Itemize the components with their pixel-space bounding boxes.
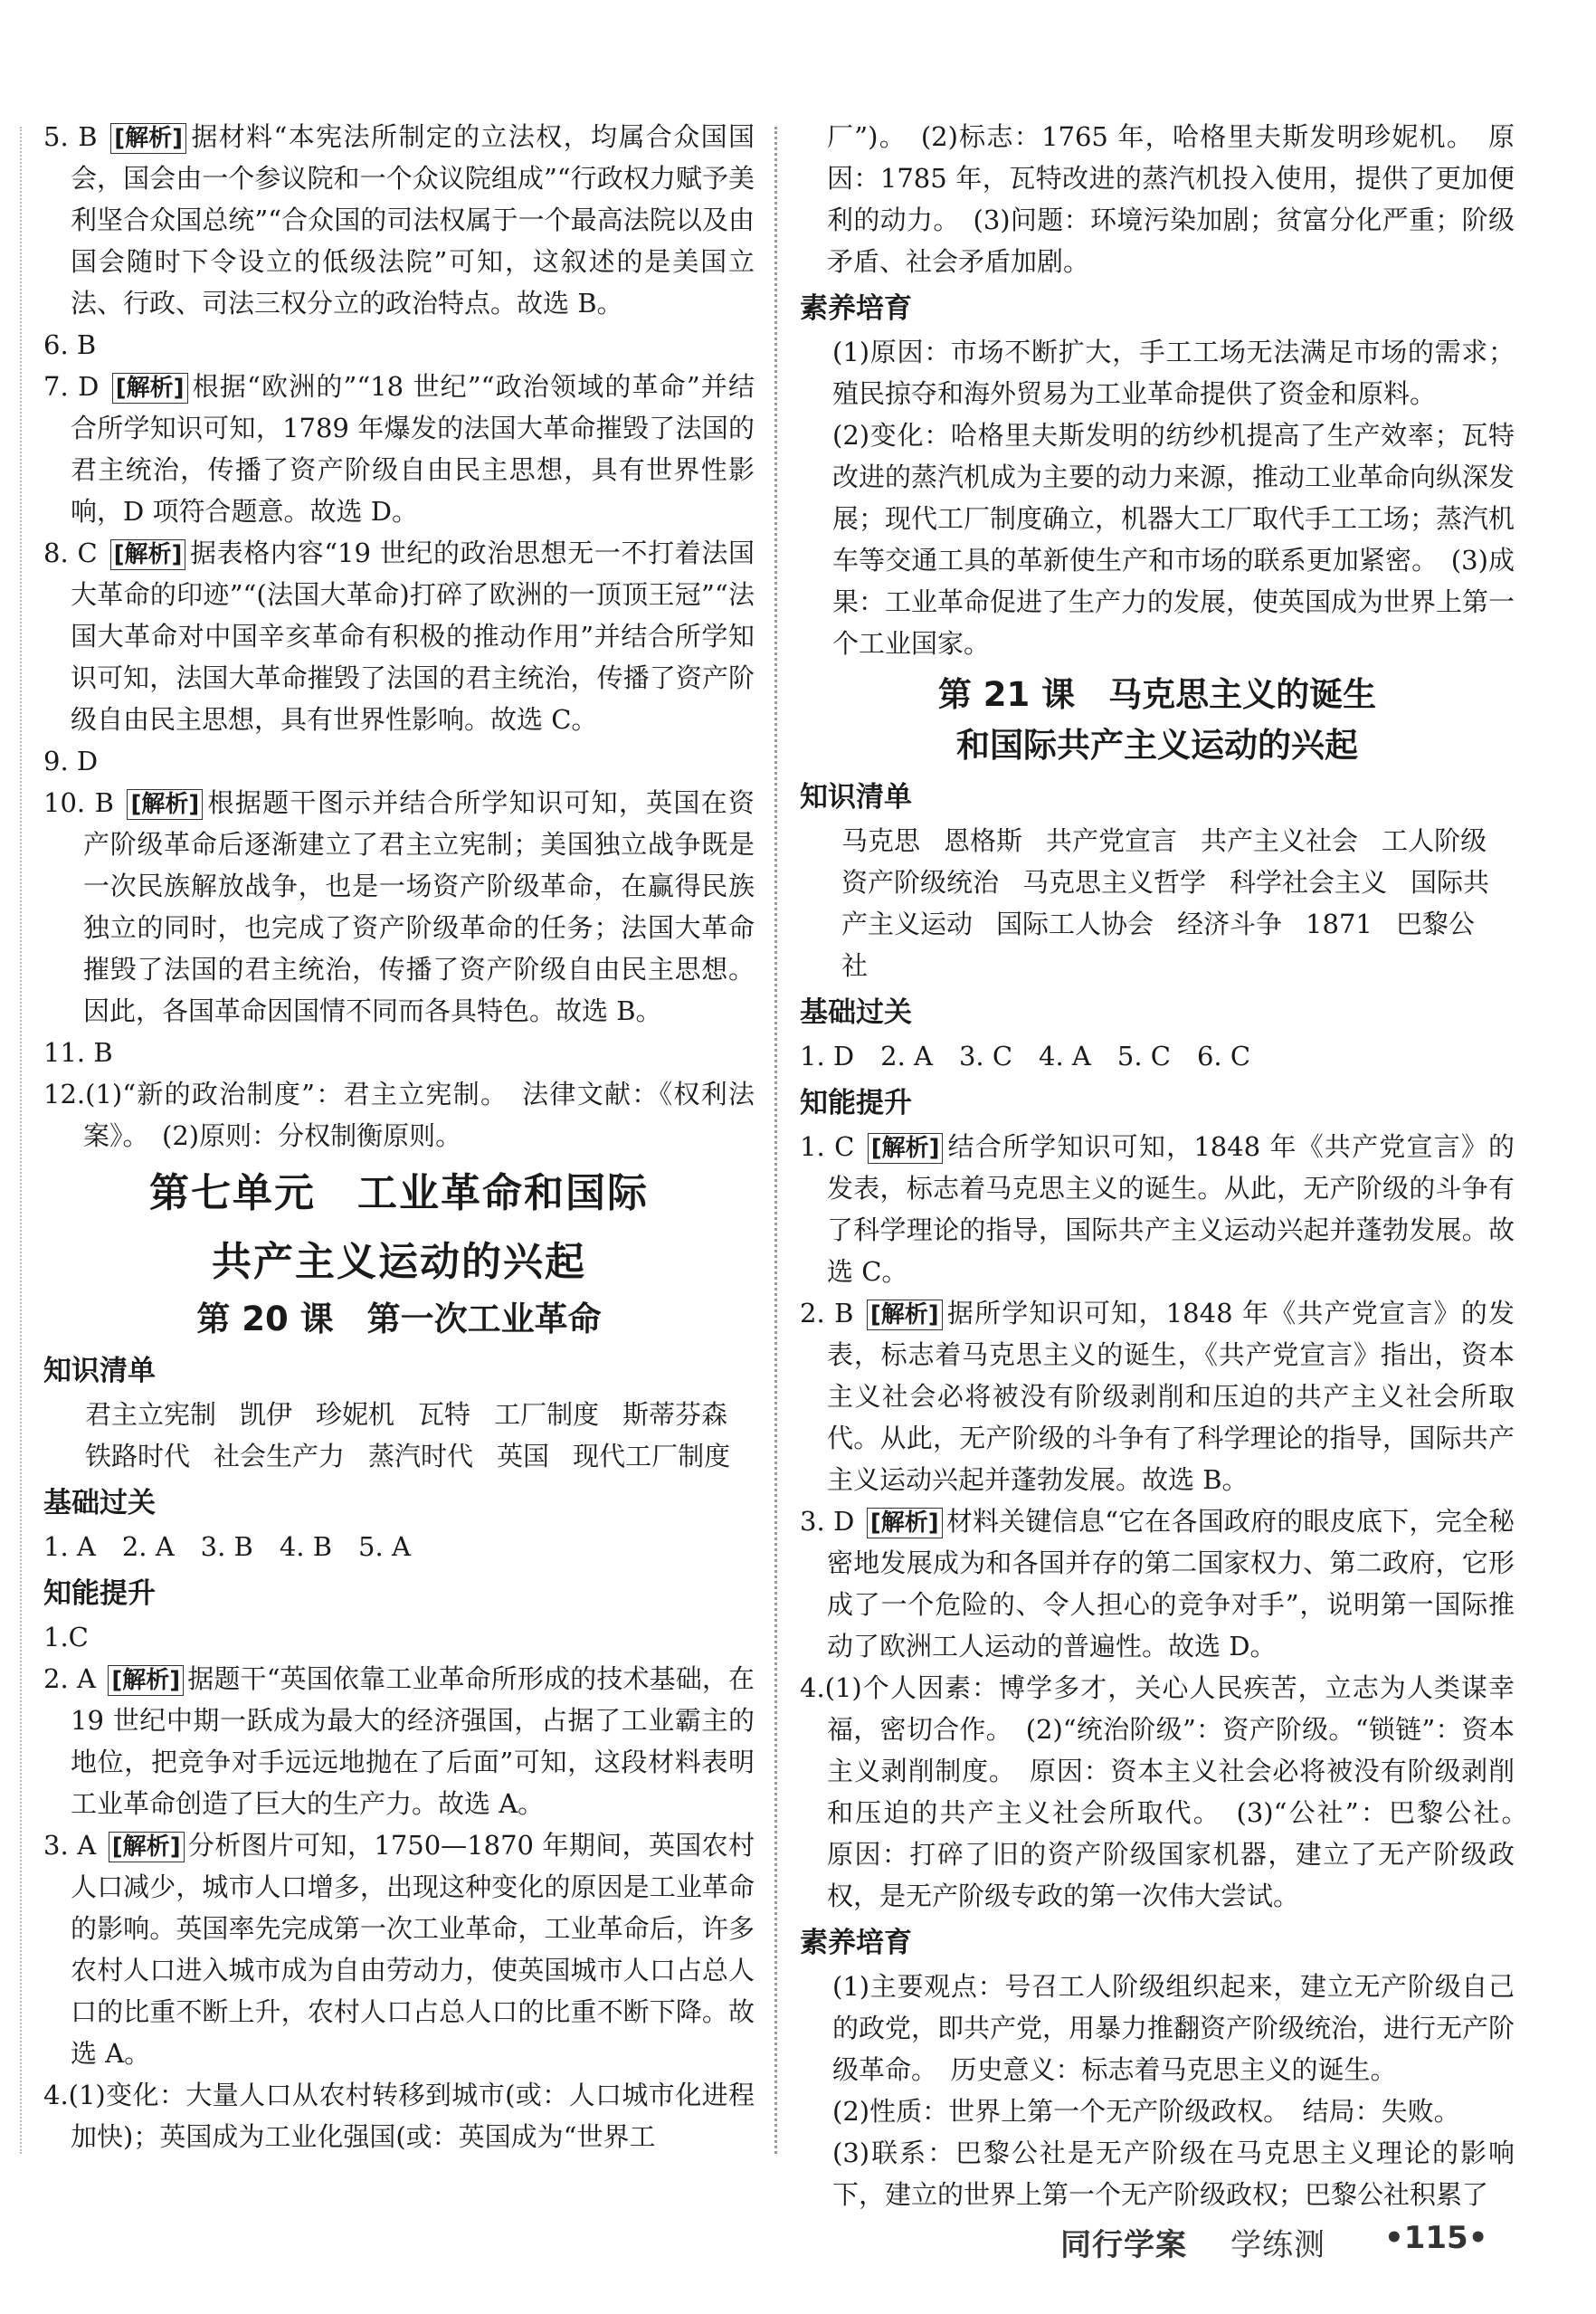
keyword: 国际工人协会 xyxy=(996,909,1154,939)
l21-literacy-3: (3)联系：巴黎公社是无产阶级在马克思主义理论的影响下，建立的世界上第一个无产阶级政权；巴黎公社积累了 xyxy=(832,2138,1515,2210)
analysis-tag: [解析] xyxy=(108,1665,184,1696)
l20-ability-3: 3. A [解析] 分析图片可知，1750—1870 年期间，英国农村人口减少，城市人口增多，出现这种变化的原因是工业革命的影响。英国率先完成第一次工业革命，工业革命后，许多农村人口进入城市成为自由劳动力，使英国城市人口占总人口的比重不断上升，农村人口占总人口的比重不断下降。故选 A。 xyxy=(43,1830,755,2069)
lesson-20-keywords xyxy=(43,1394,755,1477)
keyword: 社会生产力 xyxy=(214,1441,346,1471)
left-margin-rule xyxy=(20,127,22,2154)
keyword: 1871 xyxy=(1306,909,1373,939)
keyword: 国际共产主义运动 xyxy=(841,867,1490,939)
keyword: 恩格斯 xyxy=(944,825,1023,856)
keyword: 铁路时代 xyxy=(85,1441,191,1471)
lesson-21-basic-answers: 1. D 2. A 3. C 4. A 5. C 6. C xyxy=(800,1041,1251,1071)
analysis-tag: [解析] xyxy=(127,789,203,820)
continuation-text: 厂”)。 (2)标志：1765 年，哈格里夫斯发明珍妮机。 原因：1785 年，瓦特改进的蒸汽机投入使用，提供了更加便利的动力。 (3)问题：环境污染加剧；贫富分化严重；阶级矛盾、社会矛盾加剧。 xyxy=(827,121,1515,277)
keyword: 资产阶级统治 xyxy=(841,867,1000,898)
section-basic: 基础过关 xyxy=(800,996,912,1029)
section-literacy: 素养培育 xyxy=(800,292,912,325)
keyword: 马克思主义哲学 xyxy=(1022,867,1207,898)
page-number: •115• xyxy=(1384,2220,1488,2256)
analysis-tag: [解析] xyxy=(109,1832,185,1862)
analysis-tag: [解析] xyxy=(867,1300,943,1330)
analysis-tag: [解析] xyxy=(868,1133,944,1164)
keyword: 巴黎公社 xyxy=(841,909,1475,981)
keyword: 科学社会主义 xyxy=(1230,867,1388,898)
keyword: 瓦特 xyxy=(418,1399,471,1430)
lesson-20-title: 第 20 课 第一次工业革命 xyxy=(196,1300,602,1338)
keyword: 工厂制度 xyxy=(494,1399,600,1430)
keyword: 共产党宣言 xyxy=(1046,825,1178,856)
answer-7: 7. D [解析] 根据“欧洲的”“18 世纪”“政治领域的革命”并结合所学知识可知，1789 年爆发的法国大革命摧毁了法国的君主统治，传播了资产阶级自由民主思想，具有世界性影响，D 项符合题意。故选 D。 xyxy=(43,371,755,527)
unit-title-line-1: 第七单元 工业革命和国际 xyxy=(149,1170,649,1216)
brand-subtitle: 学练测 xyxy=(1230,2227,1325,2263)
section-ability: 知能提升 xyxy=(43,1577,156,1610)
l21-ability-3: 3. D [解析] 材料关键信息“它在各国政府的眼皮底下，完全秘密地发展成为和各国并存的第二国家权力、第二政府，它形成了一个危险的、令人担心的竞争对手”，说明第一国际推动了欧洲工人运动的普遍性。故选 D。 xyxy=(800,1506,1515,1662)
section-ability: 知能提升 xyxy=(800,1087,912,1119)
keyword: 经济斗争 xyxy=(1177,909,1283,939)
unit-title-line-2: 共产主义运动的兴起 xyxy=(212,1239,586,1285)
l21-ability-4: 4.(1)个人因素：博学多才，关心人民疾苦，立志为人类谋幸福，密切合作。 (2)“统治阶级”：资产阶级。“锁链”：资本主义剥削制度。 原因：资本主义社会必将被没有阶级剥削和压迫的共产主义社会所取代。 (3)“公社”：巴黎公社。 原因：打碎了旧的资产阶级国家机器，建立了无产阶级政权，是无产阶级专政的第一次伟大尝试。 xyxy=(800,1672,1542,1911)
keyword: 蒸汽时代 xyxy=(368,1441,474,1471)
answer-9: 9. D xyxy=(43,746,99,776)
answer-6: 6. B xyxy=(43,329,97,360)
right-column xyxy=(800,116,1542,2215)
l21-ability-1: 1. C [解析] 结合所学知识可知，1848 年《共产党宣言》的发表，标志着马克思主义的诞生。从此，无产阶级的斗争有了科学理论的指导，国际共产主义运动兴起并蓬勃发展。故选 C。 xyxy=(800,1131,1515,1287)
lesson-21-keywords xyxy=(800,820,1515,986)
answer-10: 10. B [解析] 根据题干图示并结合所学知识可知，英国在资产阶级革命后逐渐建立了君主立宪制；美国独立战争既是一次民族解放战争，也是一场资产阶级革命，在赢得民族独立的同时，也完成了资产阶级革命的任务；法国大革命摧毁了法国的君主统治，传播了资产阶级自由民主思想。因此，各国革命因国情不同而各具特色。故选 B。 xyxy=(43,787,755,1026)
lesson-20-basic-answers: 1. A 2. A 3. B 4. B 5. A xyxy=(43,1531,411,1562)
lesson-21-title-line-1: 第 21 课 马克思主义的诞生 xyxy=(937,675,1377,714)
keyword: 英国 xyxy=(497,1441,550,1471)
section-knowledge-list: 知识清单 xyxy=(800,781,912,814)
answer-11: 11. B xyxy=(43,1037,113,1068)
answer-5: 5. B [解析] 据材料“本宪法所制定的立法权，均属合众国国会，国会由一个参议院和一个众议院组成”“行政权力赋予美利坚合众国总统”“合众国的司法权属于一个最高法院以及由国会随时下令设立的低级法院”可知，这叙述的是美国立法、行政、司法三权分立的政治特点。故选 B。 xyxy=(43,121,755,319)
l20-ability-1: 1.C xyxy=(43,1622,89,1652)
l20-literacy-1: (1)原因：市场不断扩大，手工工场无法满足市场的需求；殖民掠夺和海外贸易为工业革命提供了资金和原料。 xyxy=(832,337,1515,409)
analysis-tag: [解析] xyxy=(112,373,188,404)
l20-literacy-2: (2)变化：哈格里夫斯发明的纺纱机提高了生产效率；瓦特改进的蒸汽机成为主要的动力来源，推动工业革命向纵深发展；现代工厂制度确立，机器大工厂取代手工工场；蒸汽机车等交通工具的革新使生产和市场的联系更加紧密。 (3)成果：工业革命促进了生产力的发展，使英国成为世界上第一个工业国家。 xyxy=(832,420,1515,659)
brand-name: 同行学案 xyxy=(1060,2227,1187,2263)
keyword: 马克思 xyxy=(841,825,921,856)
l21-literacy-1: (1)主要观点：号召工人阶级组织起来，建立无产阶级自己的政党，即共产党，用暴力推翻资产阶级统治，进行无产阶级革命。 历史意义：标志着马克思主义的诞生。 xyxy=(832,1971,1515,2085)
left-column xyxy=(43,116,755,2157)
analysis-tag: [解析] xyxy=(110,123,186,154)
section-basic: 基础过关 xyxy=(43,1487,156,1519)
lesson-21-title-line-2: 和国际共产主义运动的兴起 xyxy=(956,726,1358,765)
keyword: 共产主义社会 xyxy=(1201,825,1359,856)
l21-ability-2: 2. B [解析] 据所学知识可知，1848 年《共产党宣言》的发表，标志着马克思主义的诞生，《共产党宣言》指出，资本主义社会必将被没有阶级剥削和压迫的共产主义社会所取代。从此，无产阶级的斗争有了科学理论的指导，国际共产主义运动兴起并蓬勃发展。故选 B。 xyxy=(800,1298,1515,1495)
l20-ability-4: 4.(1)变化：大量人口从农村转移到城市(或：人口城市化进程加快)；英国成为工业化强国(或：英国成为“世界工 xyxy=(43,2080,755,2152)
section-literacy: 素养培育 xyxy=(800,1927,912,1959)
l21-literacy-2: (2)性质：世界上第一个无产阶级政权。 结局：失败。 xyxy=(832,2096,1460,2127)
answer-8: 8. C [解析] 据表格内容“19 世纪的政治思想无一不打着法国大革命的印迹”“(法国大革命)打碎了欧洲的一顶顶王冠”“法国大革命对中国辛亥革命有积极的推动作用”并结合所学知识可知，法国大革命摧毁了法国的君主统治，传播了资产阶级自由民主思想，具有世界性影响。故选 C。 xyxy=(43,538,755,735)
column-divider xyxy=(774,127,777,2154)
keyword: 君主立宪制 xyxy=(85,1399,217,1430)
l20-ability-2: 2. A [解析] 据题干“英国依靠工业革命所形成的技术基础，在 19 世纪中期一跃成为最大的经济强国，占据了工业霸主的地位，把竞争对手远远地抛在了后面”可知，这段材料表明工业革命创造了巨大的生产力。故选 A。 xyxy=(43,1663,755,1819)
keyword: 珍妮机 xyxy=(316,1399,395,1430)
analysis-tag: [解析] xyxy=(110,539,186,570)
keyword: 工人阶级 xyxy=(1382,825,1487,856)
section-knowledge-list: 知识清单 xyxy=(43,1355,156,1387)
analysis-tag: [解析] xyxy=(867,1508,943,1538)
keyword: 斯蒂芬森 xyxy=(622,1399,728,1430)
page-footer xyxy=(995,2214,1538,2269)
keyword: 现代工厂制度 xyxy=(573,1441,731,1471)
keyword: 凯伊 xyxy=(240,1399,293,1430)
answer-12: 12.(1)“新的政治制度”：君主立宪制。 法律文献：《权利法案》。 (2)原则：分权制衡原则。 xyxy=(43,1079,755,1151)
